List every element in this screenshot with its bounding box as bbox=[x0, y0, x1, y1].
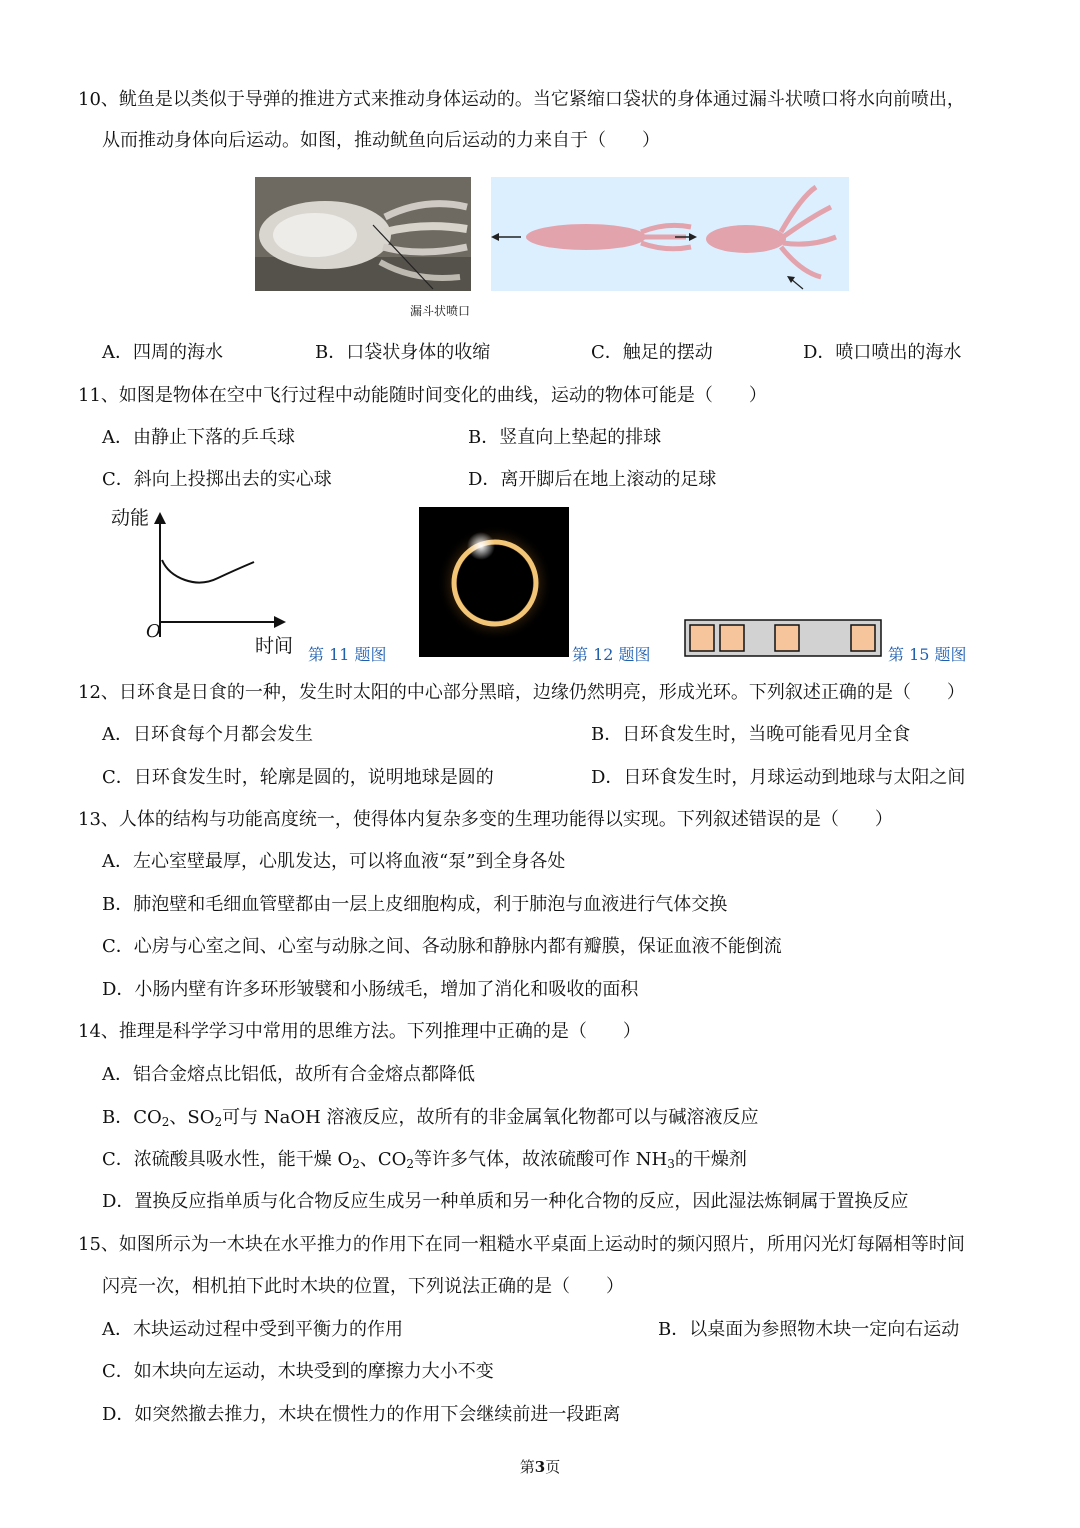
flash-photo-strip bbox=[684, 619, 882, 657]
q12-stem: 12、日环食是日食的一种，发生时太阳的中心部分黑暗，边缘仍然明亮，形成光环。下列叙述正确的是（ ） bbox=[78, 682, 965, 703]
page-number: 第3页 bbox=[519, 1458, 561, 1476]
q10-option-c: C．触足的摆动 bbox=[591, 342, 713, 363]
q14-option-c: C．浓硫酸具吸水性，能干燥 $O_2$、$CO_2$等许多气体，故浓硫酸可作 $NH_3$的干燥剂 bbox=[102, 1149, 747, 1171]
q13-option-b: B．肺泡壁和毛细血管壁都由一层上皮细胞构成，利于肺泡与血液进行气体交换 bbox=[102, 894, 728, 915]
squid-diagram bbox=[491, 177, 849, 291]
q15-option-d: D．如突然撤去推力，木块在惯性力的作用下会继续前进一段距离 bbox=[102, 1404, 621, 1425]
q15-option-c: C．如木块向左运动，木块受到的摩擦力大小不变 bbox=[102, 1361, 494, 1382]
kinetic-energy-graph bbox=[140, 512, 290, 652]
block-3 bbox=[775, 625, 799, 651]
q15-option-a: A．木块运动过程中受到平衡力的作用 bbox=[102, 1319, 403, 1340]
graph-x-label: 时间 bbox=[255, 636, 294, 657]
q10-option-a: A．四周的海水 bbox=[102, 342, 223, 363]
q10-stem-line1: 10、鱿鱼是以类似于导弹的推进方式来推动身体运动的。当它紧缩口袋状的身体通过漏斗状喷口将水向前喷出， bbox=[78, 89, 965, 110]
q11-option-c: C．斜向上投掷出去的实心球 bbox=[102, 469, 332, 490]
q11-stem: 11、如图是物体在空中飞行过程中动能随时间变化的曲线，运动的物体可能是（ ） bbox=[78, 385, 767, 406]
q11-option-b: B．竖直向上垫起的排球 bbox=[468, 427, 662, 448]
graph-y-label: 动能 bbox=[111, 508, 150, 529]
q12-option-a: A．日环食每个月都会发生 bbox=[102, 724, 313, 745]
q12-option-d: D．日环食发生时，月球运动到地球与太阳之间 bbox=[591, 767, 966, 788]
graph-origin: O bbox=[146, 621, 161, 642]
block-1 bbox=[690, 625, 714, 651]
annular-eclipse-photo bbox=[419, 507, 569, 657]
q13-stem: 13、人体的结构与功能高度统一，使得体内复杂多变的生理功能得以实现。下列叙述错误的是（ ） bbox=[78, 809, 893, 830]
q13-option-a: A．左心室壁最厚，心肌发达，可以将血液“泵”到全身各处 bbox=[102, 851, 566, 872]
q12-option-b: B．日环食发生时，当晚可能看见月全食 bbox=[591, 724, 911, 745]
caption-fig-12: 第 12 题图 bbox=[572, 645, 651, 664]
caption-fig-11: 第 11 题图 bbox=[308, 645, 387, 664]
q15-stem-line2: 闪亮一次，相机拍下此时木块的位置，下列说法正确的是（ ） bbox=[102, 1276, 624, 1297]
q15-option-b: B．以桌面为参照物木块一定向右运动 bbox=[658, 1319, 960, 1340]
q11-option-a: A．由静止下落的乒乓球 bbox=[102, 427, 295, 448]
q10-option-d: D．喷口喷出的海水 bbox=[803, 342, 962, 363]
q12-option-c: C．日环食发生时，轮廓是圆的，说明地球是圆的 bbox=[102, 767, 494, 788]
q14-stem: 14、推理是科学学习中常用的思维方法。下列推理中正确的是（ ） bbox=[78, 1021, 641, 1042]
q14-option-d: D．置换反应指单质与化合物反应生成另一种单质和另一种化合物的反应，因此湿法炼铜属于置换反应 bbox=[102, 1191, 909, 1212]
q14-option-a: A．铝合金熔点比铝低，故所有合金熔点都降低 bbox=[102, 1064, 475, 1085]
caption-fig-15: 第 15 题图 bbox=[888, 645, 967, 664]
q13-option-c: C．心房与心室之间、心室与动脉之间、各动脉和静脉内都有瓣膜，保证血液不能倒流 bbox=[102, 936, 782, 957]
q10-stem-line2: 从而推动身体向后运动。如图，推动鱿鱼向后运动的力来自于（ ） bbox=[102, 130, 660, 151]
q10-option-b: B．口袋状身体的收缩 bbox=[315, 342, 491, 363]
block-2 bbox=[720, 625, 744, 651]
q15-stem-line1: 15、如图所示为一木块在水平推力的作用下在同一粗糙水平桌面上运动时的频闪照片，所用闪光灯每隔相等时间 bbox=[78, 1234, 965, 1255]
q14-option-b: B．$CO_2$、$SO_2$可与 NaOH 溶液反应，故所有的非金属氧化物都可以与碱溶液反应 bbox=[102, 1107, 759, 1129]
funnel-label: 漏斗状喷口 bbox=[410, 304, 471, 318]
block-4 bbox=[851, 625, 875, 651]
q11-option-d: D．离开脚后在地上滚动的足球 bbox=[468, 469, 717, 490]
squid-photo bbox=[255, 177, 471, 291]
q13-option-d: D．小肠内壁有许多环形皱襞和小肠绒毛，增加了消化和吸收的面积 bbox=[102, 979, 639, 1000]
